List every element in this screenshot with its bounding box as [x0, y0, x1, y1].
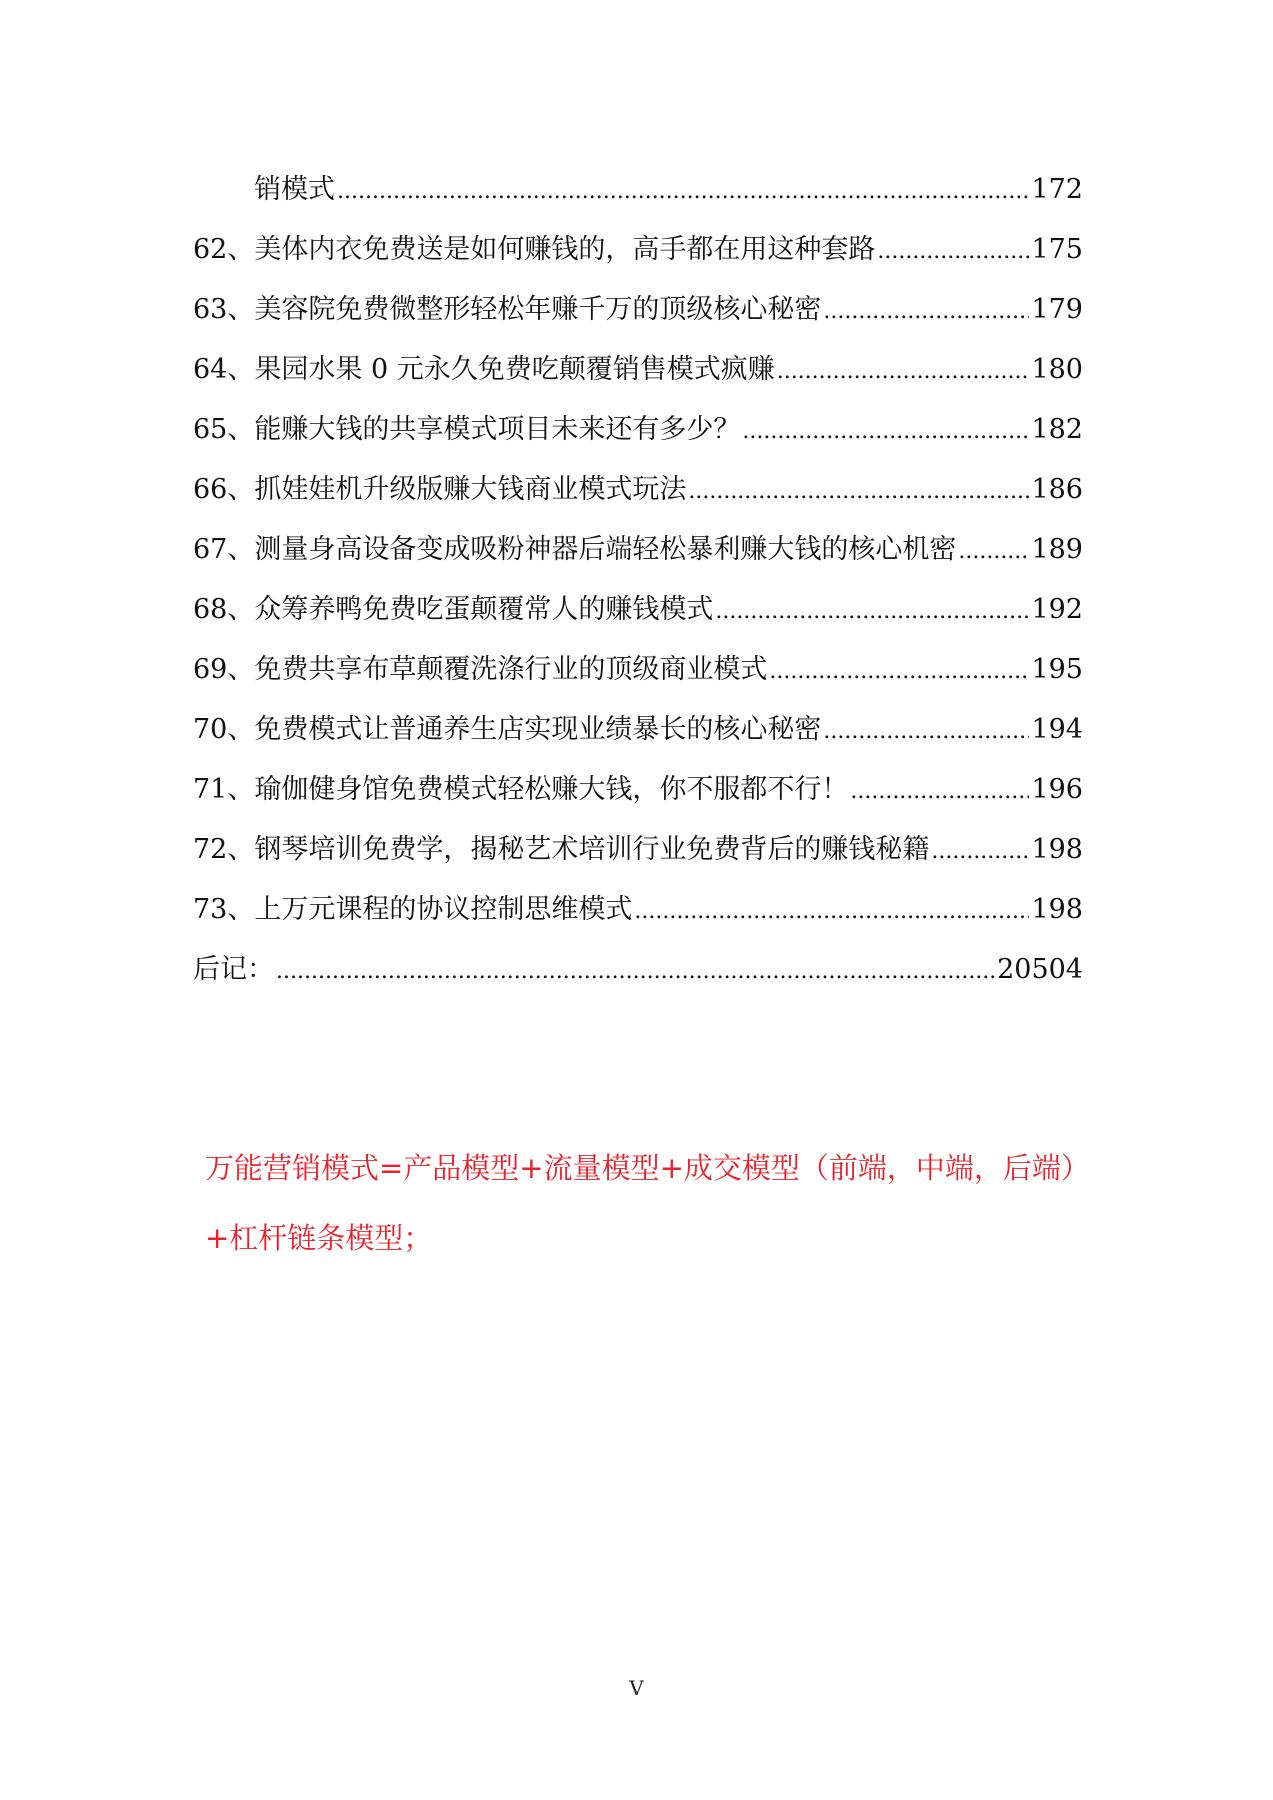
dot-leader [337, 179, 1029, 204]
dot-leader [688, 479, 1029, 504]
toc-entry-number: 65、 [193, 414, 255, 445]
toc-entry-title: 免费共享布草颠覆洗涤行业的顶级商业模式 [254, 654, 768, 685]
toc-entry-title: 众筹养鸭免费吃蛋颠覆常人的赚钱模式 [254, 594, 714, 625]
toc-entry-page: 198 [1031, 834, 1083, 865]
dot-leader [634, 899, 1029, 924]
toc-entry[interactable] [193, 347, 1083, 407]
toc-entry-page: 192 [1031, 594, 1083, 625]
toc-entry[interactable] [193, 887, 1083, 947]
toc-entry-number: 68、 [193, 594, 255, 625]
toc-entry-title: 销模式 [254, 174, 335, 205]
toc-entry[interactable] [193, 587, 1083, 647]
note-line-2: +杠杆链条模型； [205, 1221, 433, 1255]
toc-entry-number: 64、 [193, 354, 255, 385]
dot-leader [276, 959, 995, 984]
dot-leader [958, 539, 1029, 564]
toc-entry-page: 175 [1031, 234, 1083, 265]
toc-entry[interactable] [193, 827, 1083, 887]
toc-entry-page: 196 [1031, 774, 1083, 805]
toc-entry-page: 189 [1031, 534, 1083, 565]
toc-entry-page: 172 [1031, 174, 1083, 205]
toc-entry-page: 198 [1031, 894, 1083, 925]
toc-entry-page: 194 [1031, 714, 1083, 745]
toc-entry-page: 186 [1031, 474, 1083, 505]
toc-entry-number: 66、 [193, 474, 255, 505]
toc-entry-number: 71、 [193, 774, 255, 805]
toc-entry-number: 63、 [193, 294, 255, 325]
dot-leader [877, 239, 1029, 264]
toc-entry-title: 后记： [193, 954, 274, 985]
toc-entry-page: 195 [1031, 654, 1083, 685]
dot-leader [931, 839, 1029, 864]
toc-entry[interactable] [193, 287, 1083, 347]
toc-entry-title: 美容院免费微整形轻松年赚千万的顶级核心秘密 [254, 294, 822, 325]
dot-leader [777, 359, 1030, 384]
toc-entry-title: 果园水果 0 元永久免费吃颠覆销售模式疯赚 [254, 354, 775, 385]
toc-entry[interactable] [193, 647, 1083, 707]
toc-entry-page: 180 [1031, 354, 1083, 385]
toc-entry-number: 70、 [193, 714, 255, 745]
toc-entry-title: 上万元课程的协议控制思维模式 [254, 894, 633, 925]
toc-entry-number: 72、 [193, 834, 255, 865]
toc-entry[interactable] [193, 227, 1083, 287]
dot-leader [850, 779, 1029, 804]
toc-entry-title: 能赚大钱的共享模式项目未来还有多少？ [254, 414, 741, 445]
toc-entry-title: 美体内衣免费送是如何赚钱的，高手都在用这种套路 [254, 234, 876, 265]
red-formula-note [205, 1133, 1105, 1273]
toc-entry-title: 免费模式让普通养生店实现业绩暴长的核心秘密 [254, 714, 822, 745]
toc-entry-page: 179 [1031, 294, 1083, 325]
toc-entry[interactable] [193, 407, 1083, 467]
toc-entry-number: 69、 [193, 654, 255, 685]
dot-leader [769, 659, 1029, 684]
toc-entry[interactable] [193, 707, 1083, 767]
dot-leader [742, 419, 1029, 444]
table-of-contents [193, 167, 1083, 1007]
toc-entry[interactable] [193, 767, 1083, 827]
toc-entry-page: 182 [1031, 414, 1083, 445]
toc-entry-title: 测量身高设备变成吸粉神器后端轻松暴利赚大钱的核心机密 [254, 534, 957, 565]
toc-entry-title: 钢琴培训免费学，揭秘艺术培训行业免费背后的赚钱秘籍 [254, 834, 930, 865]
toc-entry-number: 62、 [193, 234, 255, 265]
page-number: V [629, 1676, 644, 1700]
toc-entry-page: 20504 [997, 954, 1083, 985]
dot-leader [823, 719, 1029, 744]
toc-entry-title: 抓娃娃机升级版赚大钱商业模式玩法 [254, 474, 687, 505]
dot-leader [715, 599, 1029, 624]
toc-entry[interactable] [193, 167, 1083, 227]
dot-leader [823, 299, 1029, 324]
toc-entry[interactable] [193, 527, 1083, 587]
toc-entry[interactable] [193, 467, 1083, 527]
note-line-1: 万能营销模式=产品模型+流量模型+成交模型（前端，中端，后端） [205, 1151, 1090, 1185]
toc-entry-title: 瑜伽健身馆免费模式轻松赚大钱，你不服都不行！ [254, 774, 849, 805]
toc-entry-afterword[interactable] [193, 947, 1083, 1007]
toc-entry-number: 67、 [193, 534, 255, 565]
toc-entry-number: 73、 [193, 894, 255, 925]
